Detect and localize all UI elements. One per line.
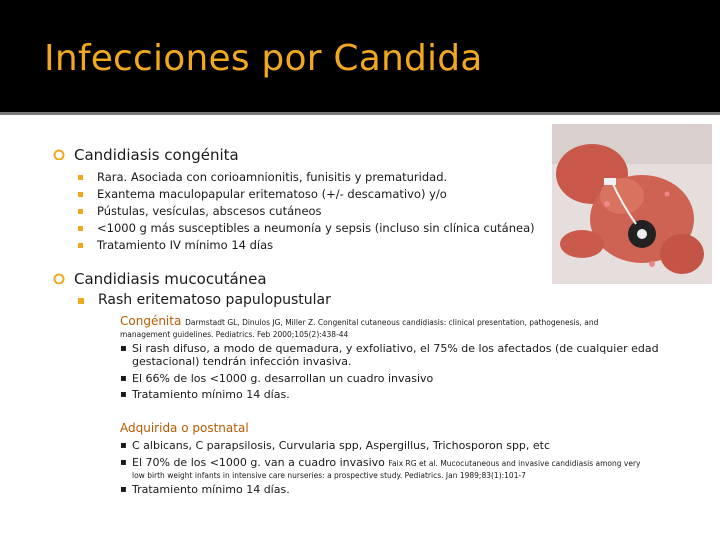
infant-photo (552, 124, 712, 284)
congenita-heading (120, 314, 598, 328)
reference: Darmstadt GL, Dinulos JG, Miller Z. Congenital cutaneous candidiasis: clinical presentation, pathogenesis, and (185, 318, 599, 327)
ring-bullet-icon (52, 146, 66, 164)
list-item-continued: gestacional) tendrán infección invasiva. (132, 355, 352, 368)
square-bullet-icon (78, 243, 83, 248)
ring-bullet-icon (52, 270, 66, 288)
reference-continued: low birth weight infants in intensive care nurseries: a prospective study. Pediatrics. Jan 1989;83(1):101-7 (132, 471, 526, 480)
section-heading: Candidiasis mucocutánea (74, 270, 267, 288)
square-bullet-icon (78, 175, 83, 180)
title-divider (0, 112, 720, 115)
congenita-label: Congénita (120, 314, 182, 328)
square-bullet-icon (78, 298, 84, 304)
reference-continued: management guidelines. Pediatrics. Feb 2000;105(2):438-44 (120, 330, 349, 339)
adquirida-heading: Adquirida o postnatal (120, 421, 249, 435)
square-bullet-icon (78, 192, 83, 197)
slide-title: Infecciones por Candida (44, 38, 483, 79)
section-heading: Candidiasis congénita (74, 146, 239, 164)
reference: Faix RG et al. Mucocutaneous and invasive candidiasis among very (388, 459, 641, 468)
square-bullet-icon (78, 226, 83, 231)
square-bullet-icon (78, 209, 83, 214)
